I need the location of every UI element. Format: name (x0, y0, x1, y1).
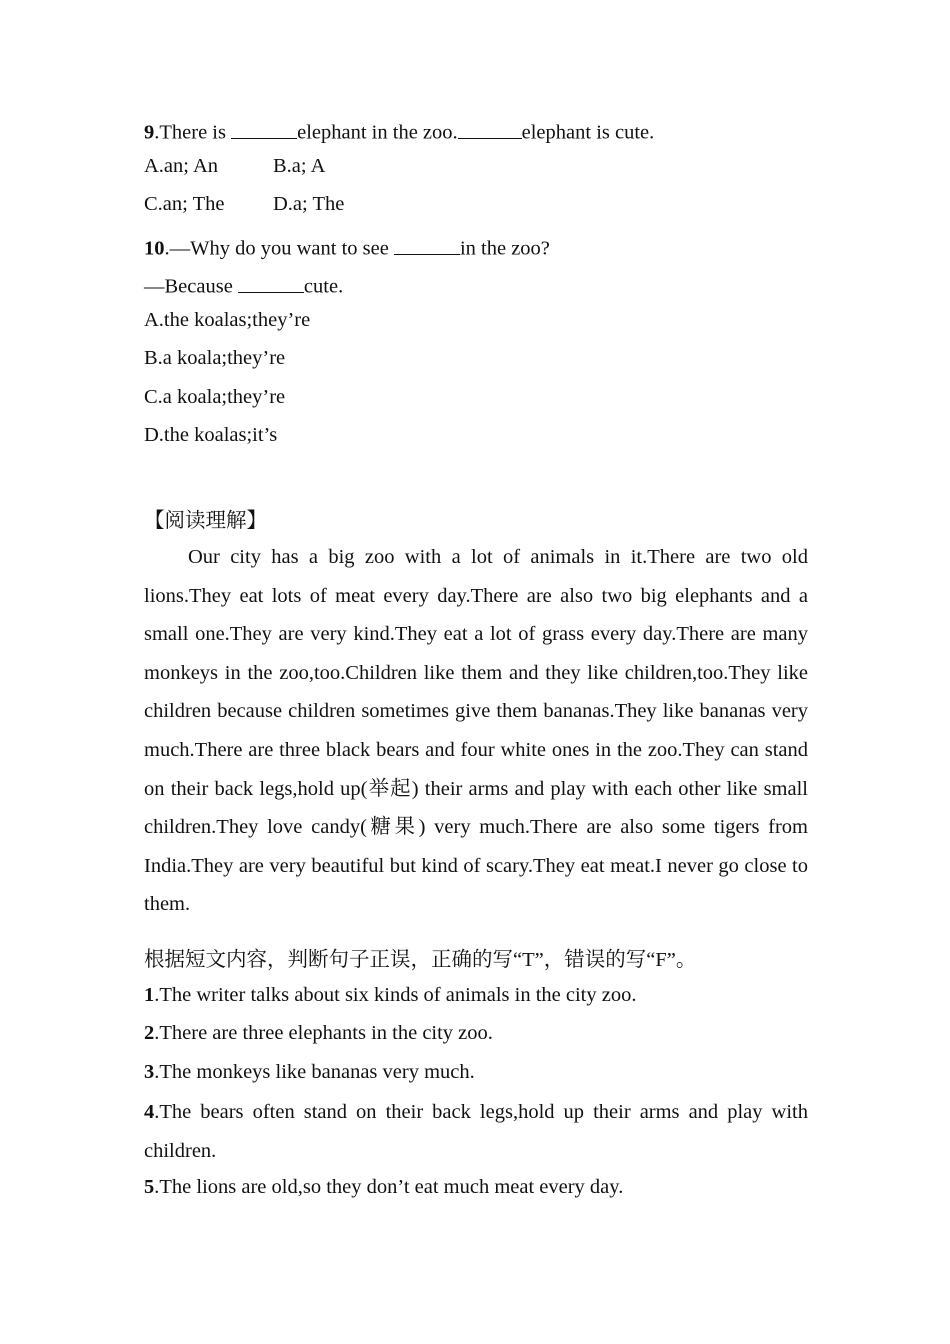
statement-number: 2 (144, 1022, 155, 1044)
option-b: B.a koala;they’re (144, 347, 286, 369)
option-c: C.a koala;they’re (144, 386, 286, 408)
question-text: .There is (154, 121, 232, 144)
question-text: .—Why do you want to see (164, 237, 394, 260)
option-a: A.an; An (144, 155, 219, 177)
option-a: A.the koalas;they’re (144, 309, 311, 331)
statement-number: 1 (144, 984, 155, 1006)
option-d: D.the koalas;it’s (144, 424, 278, 446)
question-text: cute. (303, 275, 344, 298)
statement-text: .The lions are old,so they don’t eat much meat every day. (154, 1176, 624, 1198)
statement-number: 4 (144, 1101, 155, 1123)
option-c: C.an; The (144, 193, 225, 215)
question-text: elephant is cute. (521, 121, 655, 144)
option-d: D.a; The (273, 193, 345, 215)
answer-blank (231, 116, 297, 139)
question-10 (144, 232, 550, 261)
question-number: 9 (144, 121, 155, 144)
question-text: in the zoo? (459, 237, 550, 260)
statement-text: .The monkeys like bananas very much. (154, 1061, 475, 1083)
option-b: B.a; A (273, 155, 326, 177)
statement-2 (144, 1022, 493, 1045)
statement-3 (144, 1061, 475, 1084)
statement-text: .The bears often stand on their back legs,hold up their arms and play with children. (144, 1101, 808, 1162)
reading-passage (144, 538, 808, 924)
statement-number: 5 (144, 1176, 155, 1198)
answer-blank (458, 116, 522, 139)
question-text: —Because (144, 275, 238, 298)
passage-text: Our city has a big zoo with a lot of animals in it.There are two old lions.They eat lots of meat every day.There are also two big elephants and a small one.They are very kind.They eat a lot of grass every day.There are many monkeys in the zoo,too.Children like them and they like children,too.They like children because children sometimes give them bananas.They like bananas very much.There are three black bears and four white ones in the zoo.They can stand on their back legs,hold up(举起) their arms and play with each other like small children.They love candy(糖果) very much.There are also some tigers from India.They are very beautiful but kind of scary.They eat meat.I never go close to them. (144, 546, 808, 916)
statement-4 (144, 1093, 808, 1170)
statement-1 (144, 984, 636, 1007)
answer-blank (394, 232, 460, 255)
statement-text: .The writer talks about six kinds of animals in the city zoo. (154, 984, 637, 1006)
answer-blank (238, 270, 304, 293)
statement-number: 3 (144, 1061, 155, 1083)
question-number: 10 (144, 237, 165, 260)
section-title: 【阅读理解】 (144, 510, 267, 532)
question-9 (144, 116, 654, 145)
statement-text: .There are three elephants in the city zoo. (154, 1022, 493, 1044)
question-10-line-2 (144, 270, 343, 299)
question-text: elephant in the zoo. (297, 121, 458, 144)
statement-5 (144, 1176, 623, 1199)
instruction: 根据短文内容，判断句子正误，正确的写“T”，错误的写“F”。 (144, 949, 697, 971)
